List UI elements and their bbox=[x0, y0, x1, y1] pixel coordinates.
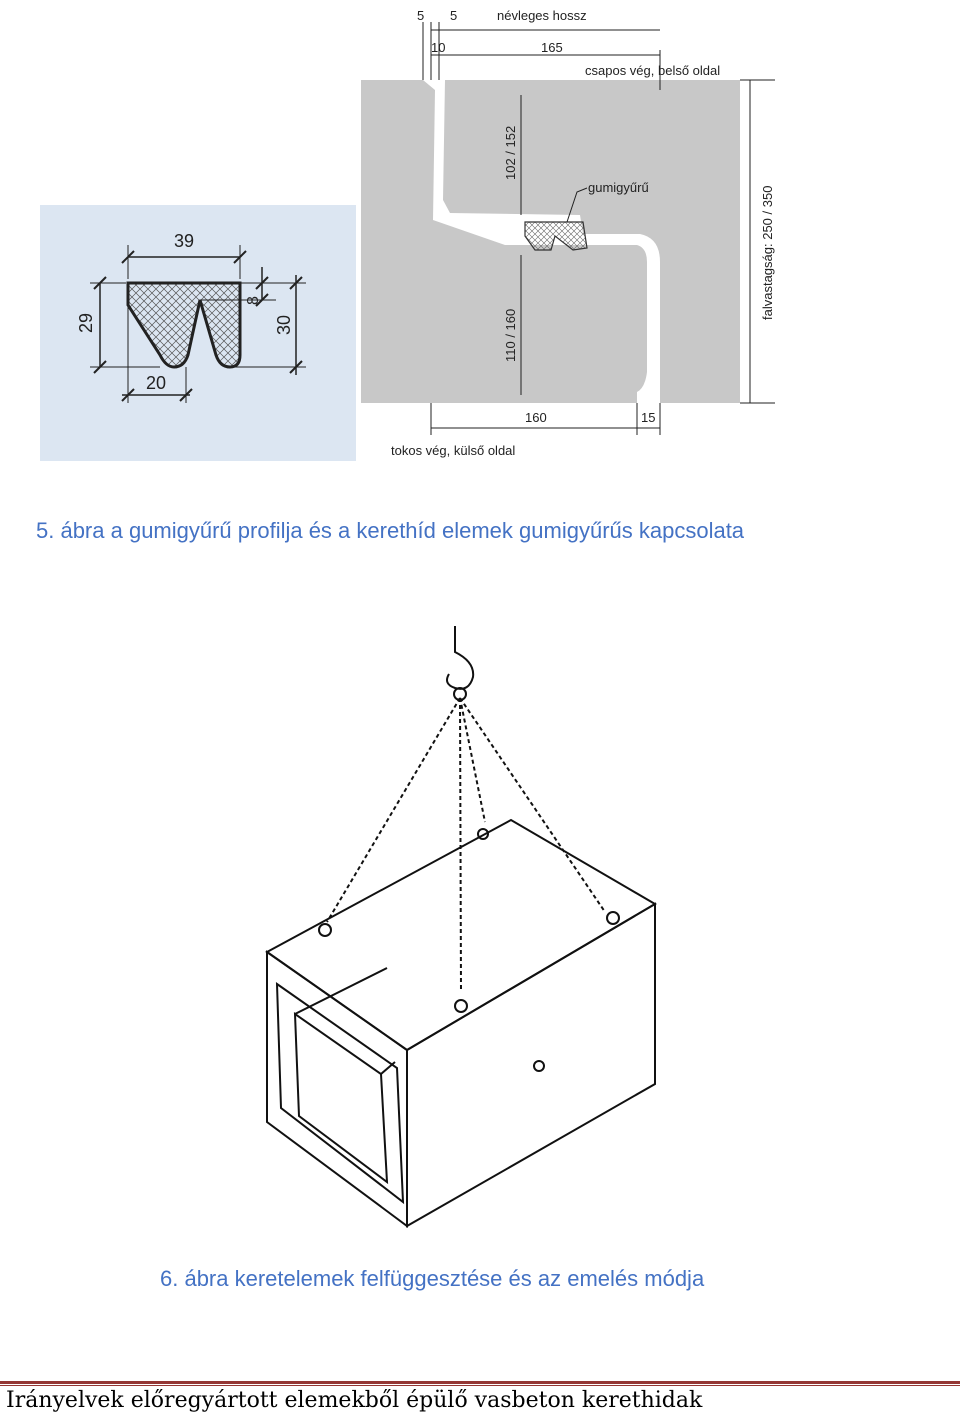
dim-160-label: 160 bbox=[525, 410, 547, 425]
label-wall-thickness: falvastagság: 250 / 350 bbox=[760, 185, 775, 320]
joint-detail-drawing bbox=[355, 0, 800, 465]
figure5-caption: 5. ábra a gumigyűrű profilja és a kerethíd elemek gumigyűrűs kapcsolata bbox=[36, 518, 745, 543]
dim-110-160-label: 110 / 160 bbox=[503, 308, 518, 362]
dim-10-label: 10 bbox=[431, 40, 446, 55]
dim-102-152-label: 102 / 152 bbox=[503, 125, 518, 180]
dim-30-label: 30 bbox=[274, 314, 294, 335]
dim-5b-label: 5 bbox=[450, 8, 458, 23]
label-socket-end: tokos vég, külső oldal bbox=[391, 443, 516, 458]
dim-165-label: 165 bbox=[541, 40, 563, 55]
footer-rule-thin bbox=[0, 1385, 960, 1386]
footer-rule bbox=[0, 1381, 960, 1384]
label-gasket: gumigyűrű bbox=[588, 180, 649, 195]
dim-20-label: 20 bbox=[146, 373, 167, 393]
frame-element-side bbox=[407, 904, 655, 1226]
crane-hook bbox=[447, 626, 473, 689]
dim-15-label: 15 bbox=[641, 410, 656, 425]
figure6-caption: 6. ábra keretelemek felfüggesztése és az emelés módja bbox=[160, 1266, 705, 1291]
dim-5a-label: 5 bbox=[417, 8, 425, 23]
label-spigot-end: csapos vég, belső oldal bbox=[585, 63, 721, 78]
dim-nominal-length-label: névleges hossz bbox=[497, 8, 587, 23]
dim-8-label: 8 bbox=[245, 296, 262, 305]
lifting-illustration bbox=[255, 622, 665, 1232]
dim-29-label: 29 bbox=[76, 312, 96, 333]
footer-title: Irányelvek előregyártott elemekből épülő vasbeton kerethidak bbox=[6, 1388, 703, 1413]
dim-39-label: 39 bbox=[174, 231, 195, 251]
gasket-profile-drawing bbox=[40, 205, 356, 461]
